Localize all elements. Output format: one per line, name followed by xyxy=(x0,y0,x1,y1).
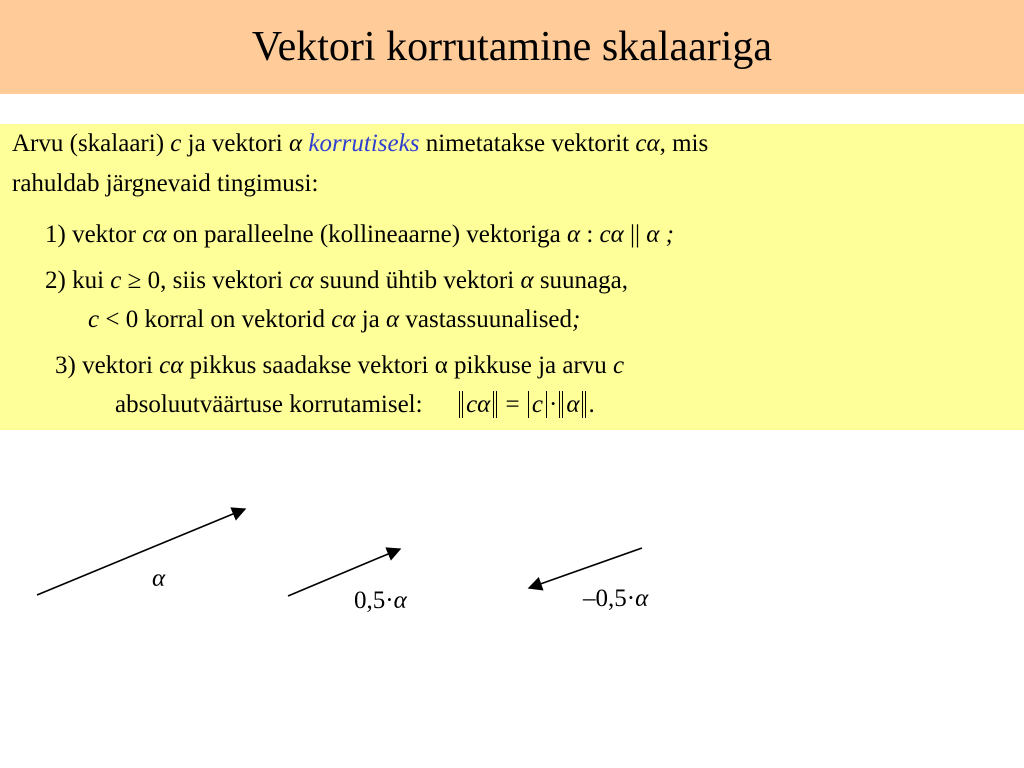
definition-line-1: Arvu (skalaari) c ja vektori α korrutiseks nimetatakse vektorit cα, mis xyxy=(12,130,709,157)
vector-label-alpha: α xyxy=(152,565,166,592)
condition-1: 1) vektor cα on paralleelne (kollineaarne) vektoriga α : cα || α ; xyxy=(45,221,674,248)
term-korrutiseks: korrutiseks xyxy=(308,130,420,157)
vector-minus-half-alpha xyxy=(529,548,642,588)
condition-3: 3) vektori cα pikkus saadakse vektori α pikkuse ja arvu c xyxy=(55,352,625,379)
definition-line-2: rahuldab järgnevaid tingimusi: xyxy=(12,170,319,197)
condition-2: 2) kui c ≥ 0, siis vektori cα suund ühtib vektori α suunaga, xyxy=(45,267,628,294)
vector-label-minus-half-alpha: –0,5·α xyxy=(583,585,649,612)
condition-2-line-2: c < 0 korral on vektorid cα ja α vastassuunalised; xyxy=(88,306,581,333)
vector-alpha xyxy=(37,509,245,595)
condition-3-line-2: absoluutväärtuse korrutamisel: cα = c · α . xyxy=(115,391,595,418)
norm-formula: cα = c · α . xyxy=(457,391,595,418)
vector-label-half-alpha: 0,5·α xyxy=(354,587,407,614)
page-title: Vektori korrutamine skalaariga xyxy=(251,24,773,70)
